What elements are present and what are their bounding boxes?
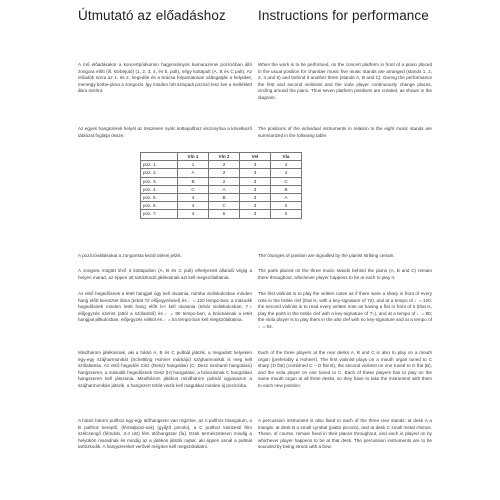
table-header-cell: Vla (271, 153, 302, 161)
table-row (141, 193, 302, 201)
table-cell: A (271, 193, 302, 201)
table-header-cell: Vln 2 (209, 153, 240, 161)
hu-paragraph-signals: A pozícióváltásokat a zongorista kezdi ütései jelzik. (78, 253, 182, 258)
table-row-label: poz. 6. (141, 202, 178, 210)
table-cell: 5 (209, 210, 240, 218)
table-cell: C (209, 202, 240, 210)
table-cell: 2 (209, 177, 240, 185)
table-header-row (141, 153, 302, 161)
table-row (141, 185, 302, 193)
table-row-label: poz. 3. (141, 177, 178, 185)
table-header-cell: Vel (240, 153, 271, 161)
english-title: Instructions for performance (258, 8, 429, 23)
en-paragraph-rear-stands: The parts placed on the three music stands behind the piano (A, B and C) remain there throughout, whichever player happens to be at each to play it. (258, 268, 432, 280)
table-row (141, 210, 302, 218)
table-cell: 4 (271, 169, 302, 177)
en-paragraph-signals: The changes of position are signalled by the pianist striking certain. (258, 253, 395, 258)
position-table (140, 152, 302, 219)
table-cell: 4 (178, 210, 209, 218)
hu-paragraph-mouth-organ: Mindhárom játékosnak, aki a hátsó A, B és C pultnál játszik, a megadott helyeken egy-egy szájharmonikát (Schettling Hohner márkájú) szájharmonikát is meg kell szólaltatnia. Az első hegedűs Cisz (Desz) hangolású (C: Desz lombardi hangolású) hangszeren, a második hegedűsnek Gesz (H) hangolású, a brácsásnak C hangolású hangszeren kell játszania. Mindhárom játékos mindhárom pultnál ugyanazon a szájharmonikán játszik, a hangszert tehát viszik kell magukkal minden új pozícióba. (78, 350, 252, 388)
table-cell: C (178, 185, 209, 193)
en-paragraph-reading: The first violinist is to play the written notes as if there were a sharp in front of every note in the treble clef (that is, with a key-signature of 7♯), and at a tempo of ♩= 120; the second violinist is to read every written note as having a flat in front of it (that is, play the parts in the treble clef with a key-signature of 7♭), and at a tempo of ♩= 80; the viola player is to play them in the alto clef with no key-signature and at a tempo of ♩= 54. (258, 291, 432, 329)
hu-paragraph-intro: A mű előadásakor a koncertpódiumon hagyományos kamarazenei pozícióban álló zongora előtt (ill. körbejutó) (1, 2, 3, 4, és 5. pult), négy kottapult (A, B és C pult). Az előadók sorra az 1. és 2. hegedűs és a brácsa folyamatosan váltogatják a helyüket, menetgy körbe-járva a zongorát. Így minden hét szinpadi pozíció lesz ilve a melléklett ábra szerint. (78, 62, 252, 94)
table-cell: 3 (240, 185, 271, 193)
table-cell: 1 (178, 161, 209, 169)
table-cell: A (178, 169, 209, 177)
table-cell: 2 (271, 210, 302, 218)
en-paragraph-table-intro: The positions of the individual instruments in relation to the eight music stands are summarized in the following table: (258, 126, 432, 138)
table-cell: 2 (271, 202, 302, 210)
table-cell: B (178, 177, 209, 185)
hungarian-title: Útmutató az előadáshoz (78, 8, 226, 23)
table-cell: 4 (178, 202, 209, 210)
hu-paragraph-rear-stands: A zongora mögött lévő 3 kottapulton (A, B és C pult) elhelyezett állandó végig a helyén marad, az éppen ott tartózkodó játékosnak azt kell megszólaltatnia. (78, 268, 252, 280)
table-cell: 3 (240, 169, 271, 177)
hu-paragraph-table-intro: Az egyes hangszerek helyét az összesen nyolc kottapulthoz viszonyítva a következő táblázat foglalja össze: (78, 126, 252, 138)
table-cell: 4 (271, 161, 302, 169)
table-header-cell: Vln 1 (178, 153, 209, 161)
table-cell: 2 (209, 161, 240, 169)
hu-paragraph-percussion: A hátsó három pulthoz egy-egy ütőhangszer van rögzítve, az A pulthoz triangulum, a B pulthoz kereplő, (fémtalpos/-sok) (gyűjtő pircolo), a C pulthoz kisrizestí fém szélcsengő (fémdob, 3-4 üst) fém ütőhangszer (fa). Ezek természetesen mindig a helyükön maradnak és mindig az a játékos játszik rajtuk, aki éppen annál a pultnál tartózkodik. A hangszereket verővel mégítve kell megszólaltatni. (78, 418, 252, 450)
table-row-label: poz. 7. (141, 210, 178, 218)
table-row (141, 202, 302, 210)
table-cell: B (209, 193, 240, 201)
table-row-label: poz. 1. (141, 161, 178, 169)
en-paragraph-mouth-organ: Each of the three players at the rear desks A, B and C is also to play on a mouth organ (preferably a Hohner). The first violinist plays on a mouth organ tuned to C sharp (D flat) (combined C – D flat B), the second violinist on one tuned to G flat (B), and the viola player on one tuned to C. Each of these players has to play on the same mouth organ at all three desks, so they have to take the instrument with them to each new position. (258, 350, 432, 388)
table-row-label: poz. 4. (141, 185, 178, 193)
table-cell: A (209, 185, 240, 193)
table-cell: 2 (209, 169, 240, 177)
table-cell: 3 (240, 177, 271, 185)
table-cell: 3 (240, 193, 271, 201)
table-corner-cell (141, 153, 178, 161)
table-cell: 3 (240, 161, 271, 169)
table-cell: 3 (240, 202, 271, 210)
table-row (141, 169, 302, 177)
table-cell: 3 (240, 210, 271, 218)
en-paragraph-percussion: A percussion instrument is also fixed to each of the three rear stands: at desk A a triangle, at desk B a small cymbal (piatto piccolo), and at desk C small metal chimes. These, of course, remain fixed in their places throughout, and each is played on by whichever player happens to be at that desk. The percussion instruments are to be sounded by being struck with a bow. (258, 418, 432, 450)
table-cell: B (271, 185, 302, 193)
table-row (141, 177, 302, 185)
table-cell: 4 (178, 193, 209, 201)
en-paragraph-intro: When the work is to be performed, on the concert platform in front of a piano placed in the usual position for chamber music five music stands are arranged (stands 1, 2, 3, 4 and 5) and behind it another three (stands A, B and C). During the performance the first and second violinists and the viola player continuously change places, circling around the piano. Thus seven platform positions are created, as shown in the diagram. (258, 62, 432, 100)
table-row-label: poz. 2. (141, 169, 178, 177)
table-row (141, 161, 302, 169)
hu-paragraph-reading: Az első hegedűsnek a letét hangjait úgy kell olvasnia, mintha violinkulcsban minden hang előtt keresztet látna (tehát 7♯ előjegyzéssel) és ♩= 120 tempo-ban; a második hegedűsnek minden letét hang előtt b-t kell olvasnia (tehát violinkulcsban, 7♭ előjegyzés szerint (attól a szólamtól) és ♩= 80 tempo-ban; a brácsásnak a letét hangjait altkulcsban, előjegyzés nélkül és ♩= 54 tempo-ban kell megszólaltatnia. (78, 291, 252, 323)
table-cell: C (271, 177, 302, 185)
table-row-label: poz. 5. (141, 193, 178, 201)
